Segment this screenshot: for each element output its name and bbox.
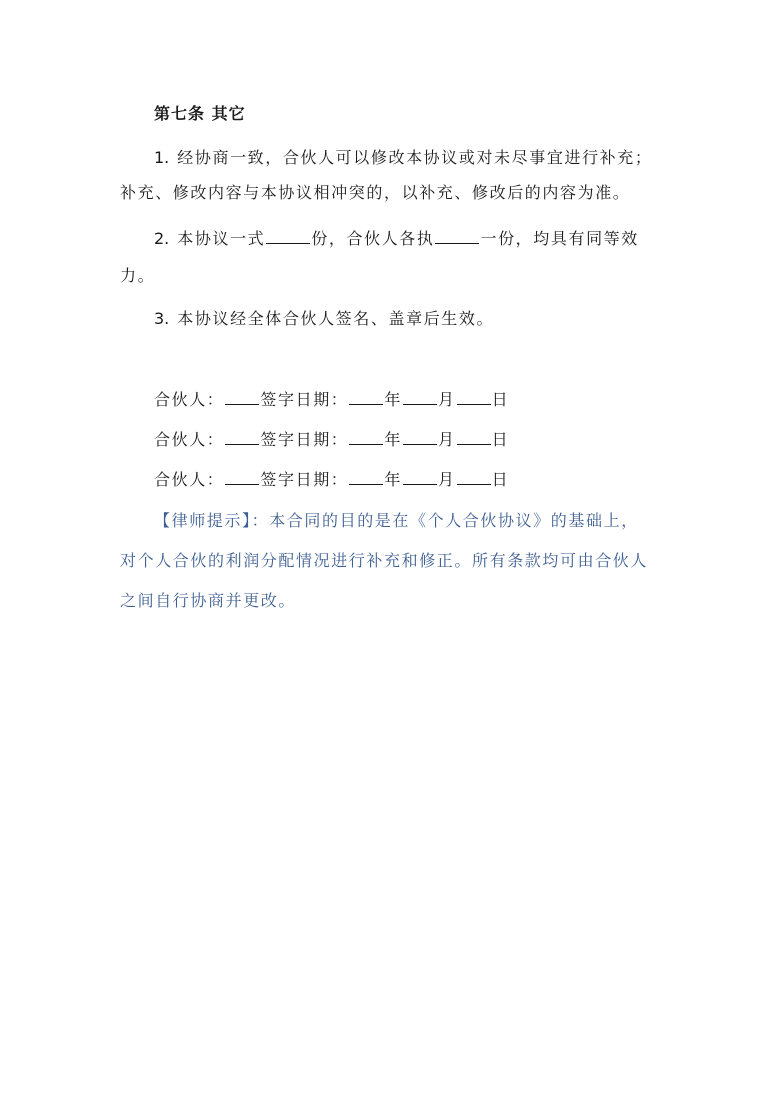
partner-label: 合伙人：	[154, 470, 225, 489]
year-label: 年	[384, 390, 403, 409]
year-blank[interactable]	[349, 469, 383, 485]
month-blank[interactable]	[403, 429, 437, 445]
item-1-text-1: 经协商一致，合伙人可以修改本协议或对未尽事宜进行补充；	[177, 148, 653, 167]
partner-name-blank[interactable]	[225, 429, 259, 445]
item-2-number: 2.	[154, 229, 170, 248]
lawyer-note-line-3: 之间自行协商并更改。	[120, 591, 297, 610]
lawyer-note-line-1	[154, 511, 639, 531]
copies-blank[interactable]	[266, 228, 310, 244]
partner-name-blank[interactable]	[225, 469, 259, 485]
signature-row	[154, 469, 509, 490]
copies-each-blank[interactable]	[435, 228, 479, 244]
item-1-line-1	[154, 148, 652, 168]
signature-row	[154, 389, 509, 410]
lawyer-note-label: 【律师提示】：	[154, 511, 270, 530]
item-2-text-1: 本协议一式	[177, 229, 266, 248]
date-label: 签字日期：	[260, 470, 349, 489]
lawyer-note-line-2: 对个人合伙的利润分配情况进行补充和修正。所有条款均可由合伙人	[120, 551, 649, 570]
year-label: 年	[384, 470, 403, 489]
lawyer-note-text-1: 本合同的目的是在《个人合伙协议》的基础上，	[269, 511, 639, 530]
partner-label: 合伙人：	[154, 390, 225, 409]
day-blank[interactable]	[457, 469, 491, 485]
month-label: 月	[438, 390, 456, 409]
date-label: 签字日期：	[260, 430, 349, 449]
day-blank[interactable]	[457, 429, 491, 445]
item-2-line-2: 力。	[120, 266, 156, 285]
day-label: 日	[491, 470, 510, 489]
partner-label: 合伙人：	[154, 430, 225, 449]
day-label: 日	[491, 390, 510, 409]
item-3-line	[154, 309, 494, 329]
month-label: 月	[438, 430, 456, 449]
section-title: 第七条 其它	[154, 104, 246, 123]
item-1-number: 1.	[154, 148, 170, 167]
item-2-text-2: 份，合伙人各执	[311, 229, 435, 248]
month-blank[interactable]	[403, 469, 437, 485]
signature-row	[154, 429, 509, 450]
day-blank[interactable]	[457, 389, 491, 405]
month-blank[interactable]	[403, 389, 437, 405]
year-blank[interactable]	[349, 429, 383, 445]
month-label: 月	[438, 470, 456, 489]
item-2-line-1	[154, 228, 639, 249]
item-1-line-2: 补充、修改内容与本协议相冲突的，以补充、修改后的内容为准。	[120, 183, 631, 202]
item-3-text: 本协议经全体合伙人签名、盖章后生效。	[177, 309, 495, 328]
item-2-text-3: 一份，均具有同等效	[480, 229, 639, 248]
item-3-number: 3.	[154, 309, 170, 328]
partner-name-blank[interactable]	[225, 389, 259, 405]
year-blank[interactable]	[349, 389, 383, 405]
year-label: 年	[384, 430, 403, 449]
day-label: 日	[491, 430, 510, 449]
date-label: 签字日期：	[260, 390, 349, 409]
